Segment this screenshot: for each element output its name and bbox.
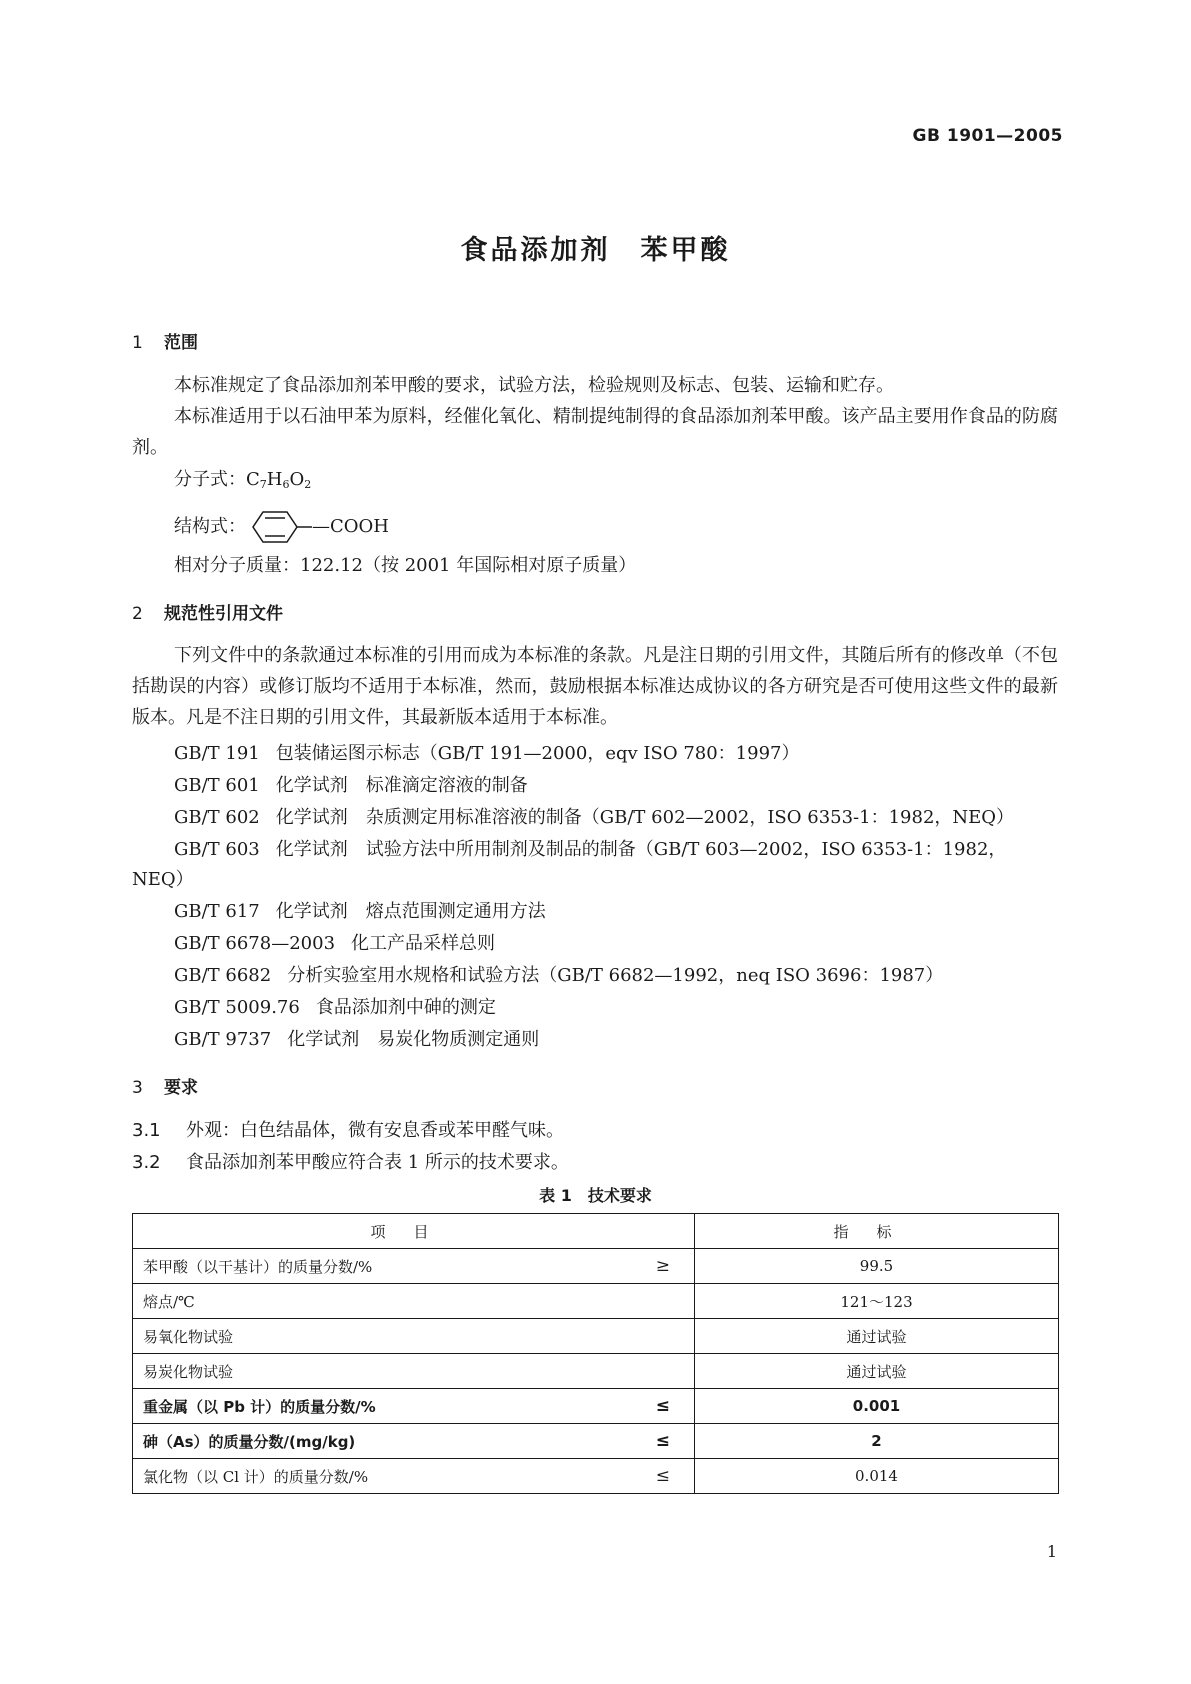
reference-text: 化工产品采样总则 [351,933,496,954]
section-number: 2 [132,604,143,624]
reference-code: GB/T 6678—2003 [174,933,336,954]
reference-item [174,962,943,990]
reference-code: GB/T 617 [174,901,260,922]
technical-requirements-table [132,1213,1059,1494]
table-row [133,1284,1059,1319]
table-row [133,1319,1059,1354]
reference-text: 化学试剂 易炭化物质测定通则 [287,1029,540,1050]
reference-code: GB/T 602 [174,807,260,828]
table-header-row [133,1214,1059,1249]
row-value: 通过试验 [695,1354,1059,1389]
table-caption: 表 1 技术要求 [539,1186,652,1205]
reference-item [174,930,495,958]
reference-text: 化学试剂 熔点范围测定通用方法 [275,901,546,922]
reference-item [174,740,799,768]
scope-paragraph-2: 本标准适用于以石油甲苯为原料，经催化氧化、精制提纯制得的食品添加剂苯甲酸。该产品主要用作食品的防腐剂。 [132,406,1058,458]
reference-continuation: NEQ） [132,869,194,890]
table-row [133,1389,1059,1424]
page-number: 1 [1046,1542,1057,1561]
table-row [133,1424,1059,1459]
reference-text: 食品添加剂中砷的测定 [315,997,496,1018]
row-item: 熔点/℃ [143,1292,195,1311]
structure-label: 结构式： [174,516,246,537]
clause-text: 食品添加剂苯甲酸应符合表 1 所示的技术要求。 [186,1152,569,1173]
table-row [133,1354,1059,1389]
reference-item [174,994,496,1022]
reference-code: GB/T 9737 [174,1029,272,1050]
formula-o: O [289,469,305,490]
benzene-ring-icon [250,510,312,544]
table-row [133,1249,1059,1284]
row-relation: ≤ [655,1466,670,1486]
row-item: 易炭化物试验 [143,1362,234,1381]
formula-o-count: 2 [304,478,312,491]
section-2-heading [132,599,283,624]
reference-text: 化学试剂 试验方法中所用制剂及制品的制备（GB/T 603—2002，ISO 6353-1：1982， [275,839,1007,860]
section-title: 规范性引用文件 [164,604,283,624]
standard-code: GB 1901—2005 [912,126,1063,146]
row-item: 砷（As）的质量分数/(mg/kg) [143,1432,356,1451]
molecular-formula [174,466,311,499]
header-item: 项目 [133,1214,695,1249]
row-value: 通过试验 [695,1319,1059,1354]
document-title: 食品添加剂 苯甲酸 [460,235,731,266]
row-value: 99.5 [695,1249,1059,1284]
section-title: 要求 [164,1078,198,1098]
reference-code: GB/T 5009.76 [174,997,300,1018]
scope-paragraph-1: 本标准规定了食品添加剂苯甲酸的要求，试验方法，检验规则及标志、包装、运输和贮存。 [174,375,894,396]
reference-text: 包装储运图示标志（GB/T 191—2000，eqv ISO 780：1997） [275,743,800,764]
clause-3-2 [132,1149,569,1177]
row-item: 易氧化物试验 [143,1327,234,1346]
formula-h: H [266,469,283,490]
structural-formula [174,510,389,544]
row-relation: ≥ [655,1256,670,1276]
row-item: 苯甲酸（以干基计）的质量分数/% [143,1257,373,1276]
molecular-mass: 相对分子质量：122.12（按 2001 年国际相对原子质量） [174,555,637,576]
header-value: 指标 [695,1214,1059,1249]
reference-item [174,1026,539,1054]
reference-code: GB/T 601 [174,775,260,796]
row-relation: ≤ [655,1431,670,1451]
reference-code: GB/T 603 [174,839,260,860]
formula-c-count: 7 [259,478,267,491]
row-item: 重金属（以 Pb 计）的质量分数/% [143,1397,376,1416]
clause-text: 外观：白色结晶体，微有安息香或苯甲醛气味。 [186,1120,564,1141]
clause-3-1 [132,1117,564,1145]
references-intro: 下列文件中的条款通过本标准的引用而成为本标准的条款。凡是注日期的引用文件，其随后所有的修改单（不包括勘误的内容）或修订版均不适用于本标准，然而，鼓励根据本标准达成协议的各方研究是否可使用这些文件的最新版本。凡是不注日期的引用文件，其最新版本适用于本标准。 [132,645,1058,728]
row-value: 121～123 [695,1284,1059,1319]
reference-text: 分析实验室用水规格和试验方法（GB/T 6682—1992，neq ISO 3696：1987） [287,965,944,986]
table-row [133,1459,1059,1494]
clause-number: 3.2 [132,1152,161,1173]
section-3-heading [132,1073,198,1098]
section-number: 3 [132,1078,143,1098]
structure-group: —COOH [312,516,389,537]
formula-c: C [246,469,260,490]
row-value: 0.001 [695,1389,1059,1424]
reference-item [174,772,528,800]
row-value: 2 [695,1424,1059,1459]
clause-number: 3.1 [132,1120,161,1141]
reference-item [174,836,1006,864]
formula-label: 分子式： [174,469,246,490]
section-1-heading [132,328,198,353]
reference-text: 化学试剂 标准滴定溶液的制备 [275,775,528,796]
reference-text: 化学试剂 杂质测定用标准溶液的制备（GB/T 602—2002，ISO 6353-1：1982，NEQ） [275,807,1015,828]
row-value: 0.014 [695,1459,1059,1494]
reference-code: GB/T 6682 [174,965,272,986]
formula-h-count: 6 [282,478,290,491]
reference-item [174,898,546,926]
row-relation: ≤ [655,1396,670,1416]
reference-code: GB/T 191 [174,743,260,764]
section-title: 范围 [164,333,198,353]
reference-item [174,804,1014,832]
section-number: 1 [132,333,143,353]
row-item: 氯化物（以 Cl 计）的质量分数/% [143,1467,369,1486]
